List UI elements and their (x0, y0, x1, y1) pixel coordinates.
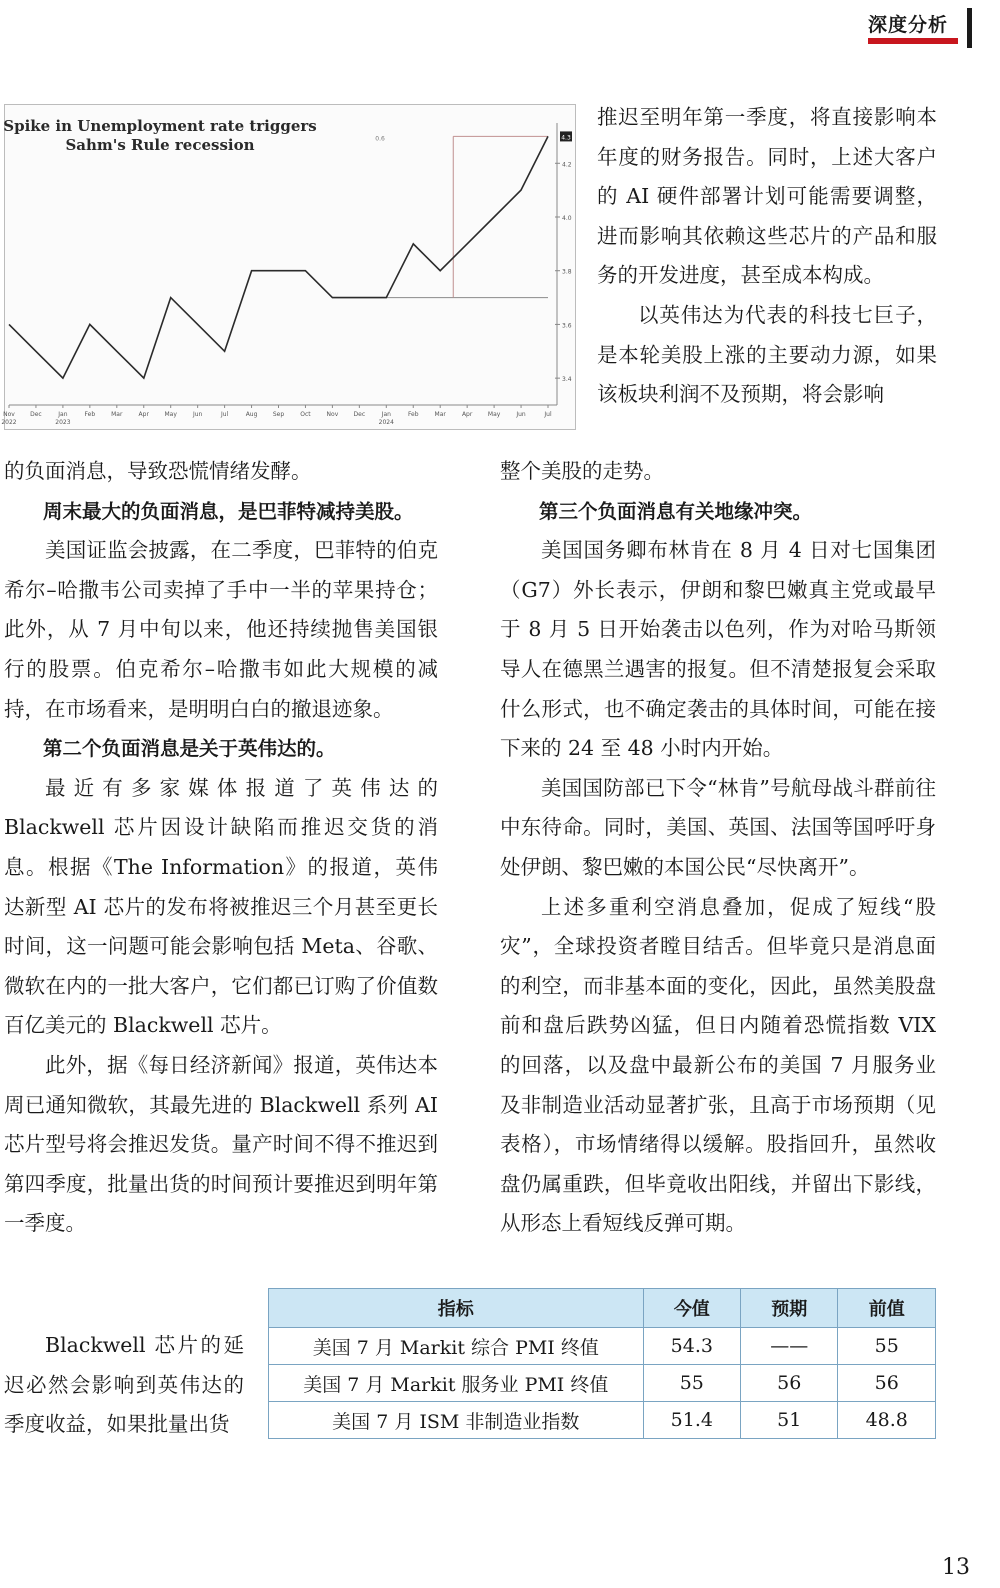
paragraph: 整个美股的走势。 (500, 459, 664, 483)
x-tick-label: Jul (544, 411, 552, 418)
section-tag-underline (868, 38, 958, 44)
table-header-row (269, 1289, 936, 1328)
section-lead: 第三个负面消息有关地缘冲突。 (539, 499, 813, 523)
x-tick-label: Feb (84, 411, 96, 418)
x-tick-label: Jul (220, 411, 229, 418)
table-header-cell: 今值 (643, 1289, 741, 1328)
table-cell: 美国 7 月 Markit 综合 PMI 终值 (269, 1328, 644, 1365)
right-column-main (500, 452, 936, 1244)
left-column-bottom (4, 1326, 244, 1445)
x-tick-label: Mar (434, 411, 446, 418)
x-tick-label: Mar (111, 411, 123, 418)
paragraph: 推迟至明年第一季度，将直接影响本年度的财务报告。同时，上述大客户的 AI 硬件部署计划可能需要调整，进而影响其依赖这些芯片的产品和服务的开发进度，甚至成本构成。 (597, 105, 937, 288)
table-header-cell: 前值 (838, 1289, 936, 1328)
paragraph: Blackwell 芯片的延迟必然会影响到英伟达的季度收益，如果批量出货 (4, 1333, 244, 1437)
x-tick-label: Jan (58, 411, 68, 418)
paragraph: 美国国防部已下令“林肯”号航母战斗群前往中东待命。同时，美国、英国、法国等国呼吁身处伊朗、黎巴嫩的本国公民“尽快离开”。 (500, 775, 936, 879)
table-cell: 54.3 (643, 1328, 741, 1365)
x-tick-label: May (487, 411, 501, 418)
x-tick-label: Dec (30, 411, 42, 418)
x-year-label: 2022 (1, 419, 17, 426)
section-tag: 深度分析 (867, 14, 948, 36)
last-value-label: 4.3 (561, 134, 571, 142)
x-tick-label: Feb (407, 411, 419, 418)
y-tick-label: 4.2 (562, 161, 572, 169)
table-cell: 56 (838, 1365, 936, 1402)
y-tick-label: 3.6 (562, 322, 572, 330)
chart-title-line-1: Spike in Unemployment rate triggers (3, 117, 317, 135)
unemployment-line (9, 136, 548, 378)
paragraph: 此外，据《每日经济新闻》报道，英伟达本周已通知微软，其最先进的 Blackwell 系列 AI 芯片型号将会推迟发货。量产时间不得不推迟到第四季度，批量出货的时间预计要推迟到明年第一季度。 (4, 1052, 438, 1236)
table-cell: 51 (741, 1402, 838, 1439)
table-header-cell: 指标 (269, 1289, 644, 1328)
x-tick-label: Dec (353, 411, 366, 418)
x-tick-label: Apr (138, 411, 149, 418)
x-tick-label: May (164, 411, 177, 418)
table-cell: —— (741, 1328, 838, 1365)
table-cell: 48.8 (838, 1402, 936, 1439)
table-row (269, 1402, 936, 1439)
x-tick-label: Apr (461, 411, 473, 418)
x-tick-label: Jan (381, 411, 391, 418)
table-cell: 55 (643, 1365, 741, 1402)
table-row (269, 1365, 936, 1402)
y-tick-label: 3.4 (562, 376, 572, 384)
paragraph: 美国证监会披露，在二季度，巴菲特的伯克希尔–哈撒韦公司卖掉了手中一半的苹果持仓；此外，从 7 月中旬以来，他还持续抛售美国银行的股票。伯克希尔–哈撒韦如此大规模的减持，在市场看来，是明明白白的撤退迹象。 (4, 538, 438, 721)
x-tick-label: Sep (272, 411, 285, 418)
paragraph: 以英伟达为代表的科技七巨子，是本轮美股上涨的主要动力源，如果该板块利润不及预期，将会影响 (597, 302, 937, 407)
section-tag-bar (967, 8, 972, 48)
x-tick-label: Nov (326, 411, 339, 418)
right-column-top (597, 98, 937, 415)
table-cell: 美国 7 月 ISM 非制造业指数 (269, 1402, 644, 1439)
x-tick-label: Jun (516, 411, 526, 418)
chart-svg (1, 105, 575, 429)
x-year-label: 2023 (55, 419, 71, 426)
section-lead: 周末最大的负面消息，是巴菲特减持美股。 (43, 499, 414, 523)
table-cell: 51.4 (643, 1402, 741, 1439)
table-row (269, 1328, 936, 1365)
paragraph: 美国国务卿布林肯在 8 月 4 日对七国集团（G7）外长表示，伊朗和黎巴嫩真主党或最早于 8 月 5 日开始袭击以色列，作为对哈马斯领导人在德黑兰遇害的报复。但不清楚报复会采取什么形式，也不确定袭击的具体时间，可能在接下来的 24 至 48 小时内开始。 (500, 538, 936, 761)
left-column-top (4, 452, 438, 1244)
unemployment-chart (1, 104, 576, 430)
pmi-table (268, 1288, 936, 1439)
x-tick-label: Jun (192, 411, 203, 418)
paragraph: 的负面消息，导致恐慌情绪发酵。 (4, 459, 312, 483)
page-number: 13 (942, 1555, 970, 1580)
x-tick-label: Aug (245, 411, 258, 418)
x-year-label: 2024 (378, 419, 394, 426)
y-tick-label: 4.0 (562, 215, 572, 222)
table-cell: 美国 7 月 Markit 服务业 PMI 终值 (269, 1365, 644, 1402)
paragraph: 最近有多家媒体报道了英伟达的 Blackwell 芯片因设计缺陷而推迟交货的消息。根据《The Information》的报道，英伟达新型 AI 芯片的发布将被推迟三个月甚至更长时间，这一问题可能会影响包括 Meta、谷歌、微软在内的一批大客户，它们都已订购了价值数百亿美元的 Blackwell 芯片。 (4, 775, 438, 1038)
sahm-gap-label: 0.6 (375, 135, 385, 143)
table-header-cell: 预期 (741, 1289, 838, 1328)
x-tick-label: Oct (300, 411, 311, 418)
paragraph: 上述多重利空消息叠加，促成了短线“股灾”，全球投资者瞠目结舌。但毕竟只是消息面的利空，而非基本面的变化，因此，虽然美股盘前和盘后跌势凶猛，但日内随着恐慌指数 VIX 的回落，以及盘中最新公布的美国 7 月服务业及非制造业活动显著扩张，且高于市场预期（见表格），市场情绪得以缓解。股指回升，虽然收盘仍属重跌，但毕竟收出阳线，并留出下影线，从形态上看短线反弹可期。 (500, 894, 936, 1236)
x-tick-label: Nov (3, 411, 15, 418)
chart-title-line-2: Sahm's Rule recession (65, 136, 255, 154)
section-lead: 第二个负面消息是关于英伟达的。 (43, 737, 336, 761)
table-cell: 56 (741, 1365, 838, 1402)
y-tick-label: 3.8 (562, 268, 572, 276)
table-cell: 55 (838, 1328, 936, 1365)
